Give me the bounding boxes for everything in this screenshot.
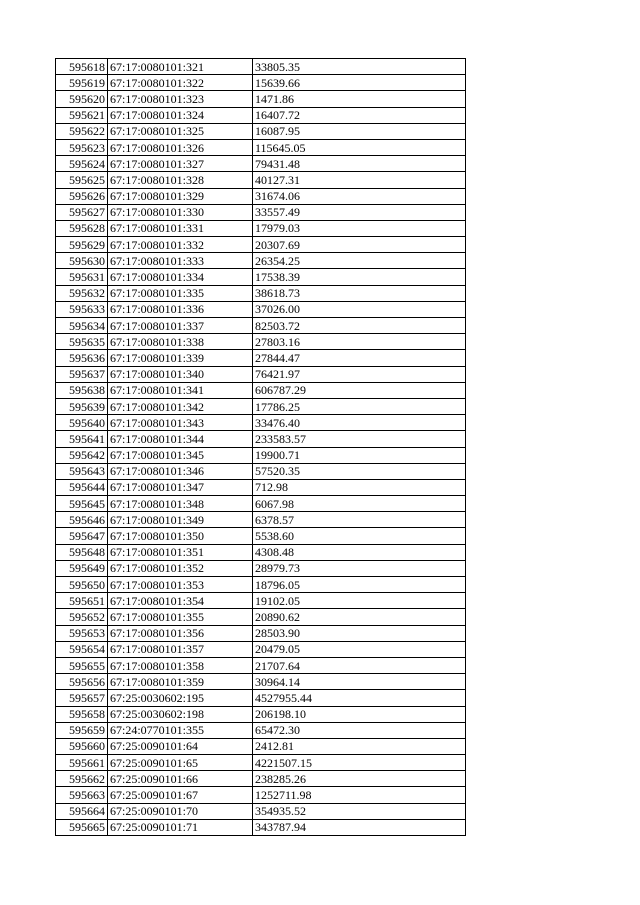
- row-id-cell: 595621: [56, 107, 108, 123]
- row-id-cell: 595631: [56, 269, 108, 285]
- value-cell: 17786.25: [253, 398, 466, 414]
- row-id-cell: 595643: [56, 463, 108, 479]
- table-row: [56, 447, 466, 463]
- cadastral-number-cell: 67:25:0090101:70: [108, 803, 253, 819]
- cadastral-number-cell: 67:17:0080101:349: [108, 512, 253, 528]
- cadastral-number-cell: 67:25:0090101:64: [108, 738, 253, 754]
- table-row: [56, 657, 466, 673]
- value-cell: 28979.73: [253, 560, 466, 576]
- cadastral-number-cell: 67:17:0080101:356: [108, 625, 253, 641]
- table-row: [56, 755, 466, 771]
- cadastral-number-cell: 67:17:0080101:350: [108, 528, 253, 544]
- table-row: [56, 463, 466, 479]
- value-cell: 4221507.15: [253, 755, 466, 771]
- value-cell: 712.98: [253, 479, 466, 495]
- cadastral-number-cell: 67:25:0090101:67: [108, 787, 253, 803]
- data-table: [55, 58, 466, 836]
- row-id-cell: 595657: [56, 690, 108, 706]
- table-row: [56, 220, 466, 236]
- cadastral-number-cell: 67:25:0030602:195: [108, 690, 253, 706]
- table-row: [56, 787, 466, 803]
- row-id-cell: 595646: [56, 512, 108, 528]
- table-row: [56, 123, 466, 139]
- cadastral-number-cell: 67:17:0080101:351: [108, 544, 253, 560]
- value-cell: 20307.69: [253, 237, 466, 253]
- value-cell: 79431.48: [253, 156, 466, 172]
- value-cell: 28503.90: [253, 625, 466, 641]
- cadastral-number-cell: 67:17:0080101:352: [108, 560, 253, 576]
- value-cell: 4308.48: [253, 544, 466, 560]
- row-id-cell: 595622: [56, 123, 108, 139]
- cadastral-number-cell: 67:25:0090101:66: [108, 771, 253, 787]
- row-id-cell: 595660: [56, 738, 108, 754]
- cadastral-number-cell: 67:25:0090101:65: [108, 755, 253, 771]
- value-cell: 20479.05: [253, 641, 466, 657]
- row-id-cell: 595645: [56, 496, 108, 512]
- table-row: [56, 301, 466, 317]
- value-cell: 115645.05: [253, 139, 466, 155]
- table-row: [56, 528, 466, 544]
- table-row: [56, 771, 466, 787]
- row-id-cell: 595662: [56, 771, 108, 787]
- cadastral-number-cell: 67:17:0080101:324: [108, 107, 253, 123]
- value-cell: 15639.66: [253, 75, 466, 91]
- cadastral-number-cell: 67:17:0080101:340: [108, 366, 253, 382]
- row-id-cell: 595649: [56, 560, 108, 576]
- table-row: [56, 139, 466, 155]
- value-cell: 26354.25: [253, 253, 466, 269]
- cadastral-number-cell: 67:25:0030602:198: [108, 706, 253, 722]
- table-row: [56, 285, 466, 301]
- value-cell: 30964.14: [253, 674, 466, 690]
- row-id-cell: 595638: [56, 382, 108, 398]
- table-row: [56, 431, 466, 447]
- value-cell: 27844.47: [253, 350, 466, 366]
- row-id-cell: 595665: [56, 819, 108, 835]
- table-row: [56, 253, 466, 269]
- cadastral-number-cell: 67:17:0080101:334: [108, 269, 253, 285]
- cadastral-number-cell: 67:17:0080101:330: [108, 204, 253, 220]
- row-id-cell: 595652: [56, 609, 108, 625]
- value-cell: 37026.00: [253, 301, 466, 317]
- row-id-cell: 595644: [56, 479, 108, 495]
- value-cell: 76421.97: [253, 366, 466, 382]
- value-cell: 1471.86: [253, 91, 466, 107]
- value-cell: 33805.35: [253, 59, 466, 75]
- value-cell: 19102.05: [253, 593, 466, 609]
- table-row: [56, 107, 466, 123]
- row-id-cell: 595635: [56, 334, 108, 350]
- value-cell: 21707.64: [253, 657, 466, 673]
- value-cell: 606787.29: [253, 382, 466, 398]
- row-id-cell: 595633: [56, 301, 108, 317]
- cadastral-number-cell: 67:17:0080101:339: [108, 350, 253, 366]
- value-cell: 238285.26: [253, 771, 466, 787]
- cadastral-number-cell: 67:17:0080101:329: [108, 188, 253, 204]
- cadastral-number-cell: 67:17:0080101:342: [108, 398, 253, 414]
- table-row: [56, 75, 466, 91]
- value-cell: 20890.62: [253, 609, 466, 625]
- row-id-cell: 595658: [56, 706, 108, 722]
- value-cell: 2412.81: [253, 738, 466, 754]
- row-id-cell: 595648: [56, 544, 108, 560]
- table-row: [56, 560, 466, 576]
- table-row: [56, 204, 466, 220]
- cadastral-number-cell: 67:17:0080101:323: [108, 91, 253, 107]
- value-cell: 4527955.44: [253, 690, 466, 706]
- value-cell: 18796.05: [253, 577, 466, 593]
- cadastral-number-cell: 67:17:0080101:354: [108, 593, 253, 609]
- row-id-cell: 595653: [56, 625, 108, 641]
- table-row: [56, 641, 466, 657]
- table-row: [56, 156, 466, 172]
- value-cell: 6067.98: [253, 496, 466, 512]
- row-id-cell: 595659: [56, 722, 108, 738]
- row-id-cell: 595623: [56, 139, 108, 155]
- value-cell: 206198.10: [253, 706, 466, 722]
- table-row: [56, 237, 466, 253]
- row-id-cell: 595634: [56, 318, 108, 334]
- value-cell: 82503.72: [253, 318, 466, 334]
- row-id-cell: 595627: [56, 204, 108, 220]
- row-id-cell: 595641: [56, 431, 108, 447]
- row-id-cell: 595647: [56, 528, 108, 544]
- cadastral-number-cell: 67:17:0080101:321: [108, 59, 253, 75]
- cadastral-number-cell: 67:17:0080101:337: [108, 318, 253, 334]
- value-cell: 33557.49: [253, 204, 466, 220]
- table-row: [56, 398, 466, 414]
- cadastral-number-cell: 67:17:0080101:346: [108, 463, 253, 479]
- row-id-cell: 595663: [56, 787, 108, 803]
- table-row: [56, 334, 466, 350]
- row-id-cell: 595639: [56, 398, 108, 414]
- table-row: [56, 577, 466, 593]
- table-row: [56, 496, 466, 512]
- row-id-cell: 595661: [56, 755, 108, 771]
- table-row: [56, 318, 466, 334]
- value-cell: 233583.57: [253, 431, 466, 447]
- row-id-cell: 595664: [56, 803, 108, 819]
- table-row: [56, 738, 466, 754]
- row-id-cell: 595632: [56, 285, 108, 301]
- cadastral-number-cell: 67:17:0080101:338: [108, 334, 253, 350]
- row-id-cell: 595637: [56, 366, 108, 382]
- cadastral-number-cell: 67:17:0080101:328: [108, 172, 253, 188]
- table-row: [56, 512, 466, 528]
- table-row: [56, 172, 466, 188]
- cadastral-number-cell: 67:17:0080101:355: [108, 609, 253, 625]
- cadastral-number-cell: 67:17:0080101:345: [108, 447, 253, 463]
- value-cell: 17538.39: [253, 269, 466, 285]
- cadastral-number-cell: 67:17:0080101:332: [108, 237, 253, 253]
- cadastral-number-cell: 67:24:0770101:355: [108, 722, 253, 738]
- row-id-cell: 595655: [56, 657, 108, 673]
- table-row: [56, 59, 466, 75]
- row-id-cell: 595628: [56, 220, 108, 236]
- value-cell: 1252711.98: [253, 787, 466, 803]
- table-row: [56, 415, 466, 431]
- table-row: [56, 625, 466, 641]
- value-cell: 40127.31: [253, 172, 466, 188]
- cadastral-number-cell: 67:17:0080101:322: [108, 75, 253, 91]
- cadastral-number-cell: 67:17:0080101:326: [108, 139, 253, 155]
- value-cell: 343787.94: [253, 819, 466, 835]
- cadastral-number-cell: 67:17:0080101:335: [108, 285, 253, 301]
- value-cell: 33476.40: [253, 415, 466, 431]
- cadastral-number-cell: 67:17:0080101:358: [108, 657, 253, 673]
- row-id-cell: 595642: [56, 447, 108, 463]
- row-id-cell: 595620: [56, 91, 108, 107]
- row-id-cell: 595626: [56, 188, 108, 204]
- cadastral-number-cell: 67:17:0080101:348: [108, 496, 253, 512]
- cadastral-number-cell: 67:17:0080101:344: [108, 431, 253, 447]
- value-cell: 6378.57: [253, 512, 466, 528]
- table-row: [56, 674, 466, 690]
- table-row: [56, 544, 466, 560]
- cadastral-number-cell: 67:17:0080101:327: [108, 156, 253, 172]
- cadastral-number-cell: 67:17:0080101:343: [108, 415, 253, 431]
- value-cell: 16087.95: [253, 123, 466, 139]
- row-id-cell: 595618: [56, 59, 108, 75]
- value-cell: 65472.30: [253, 722, 466, 738]
- table-row: [56, 819, 466, 835]
- row-id-cell: 595619: [56, 75, 108, 91]
- table-row: [56, 188, 466, 204]
- value-cell: 27803.16: [253, 334, 466, 350]
- row-id-cell: 595624: [56, 156, 108, 172]
- table-row: [56, 91, 466, 107]
- row-id-cell: 595651: [56, 593, 108, 609]
- cadastral-number-cell: 67:17:0080101:336: [108, 301, 253, 317]
- table-row: [56, 593, 466, 609]
- table-row: [56, 706, 466, 722]
- value-cell: 19900.71: [253, 447, 466, 463]
- cadastral-number-cell: 67:25:0090101:71: [108, 819, 253, 835]
- table-row: [56, 366, 466, 382]
- cadastral-number-cell: 67:17:0080101:359: [108, 674, 253, 690]
- table-row: [56, 479, 466, 495]
- table-row: [56, 269, 466, 285]
- value-cell: 57520.35: [253, 463, 466, 479]
- value-cell: 38618.73: [253, 285, 466, 301]
- row-id-cell: 595650: [56, 577, 108, 593]
- table-row: [56, 803, 466, 819]
- row-id-cell: 595654: [56, 641, 108, 657]
- cadastral-number-cell: 67:17:0080101:325: [108, 123, 253, 139]
- table-row: [56, 722, 466, 738]
- value-cell: 16407.72: [253, 107, 466, 123]
- table-row: [56, 690, 466, 706]
- cadastral-number-cell: 67:17:0080101:333: [108, 253, 253, 269]
- value-cell: 354935.52: [253, 803, 466, 819]
- row-id-cell: 595629: [56, 237, 108, 253]
- table-row: [56, 382, 466, 398]
- cadastral-number-cell: 67:17:0080101:347: [108, 479, 253, 495]
- row-id-cell: 595656: [56, 674, 108, 690]
- table-row: [56, 350, 466, 366]
- cadastral-number-cell: 67:17:0080101:341: [108, 382, 253, 398]
- cadastral-number-cell: 67:17:0080101:353: [108, 577, 253, 593]
- cadastral-number-cell: 67:17:0080101:357: [108, 641, 253, 657]
- row-id-cell: 595630: [56, 253, 108, 269]
- row-id-cell: 595640: [56, 415, 108, 431]
- cadastral-number-cell: 67:17:0080101:331: [108, 220, 253, 236]
- row-id-cell: 595625: [56, 172, 108, 188]
- value-cell: 5538.60: [253, 528, 466, 544]
- table-body: [56, 59, 466, 836]
- table-row: [56, 609, 466, 625]
- row-id-cell: 595636: [56, 350, 108, 366]
- value-cell: 31674.06: [253, 188, 466, 204]
- value-cell: 17979.03: [253, 220, 466, 236]
